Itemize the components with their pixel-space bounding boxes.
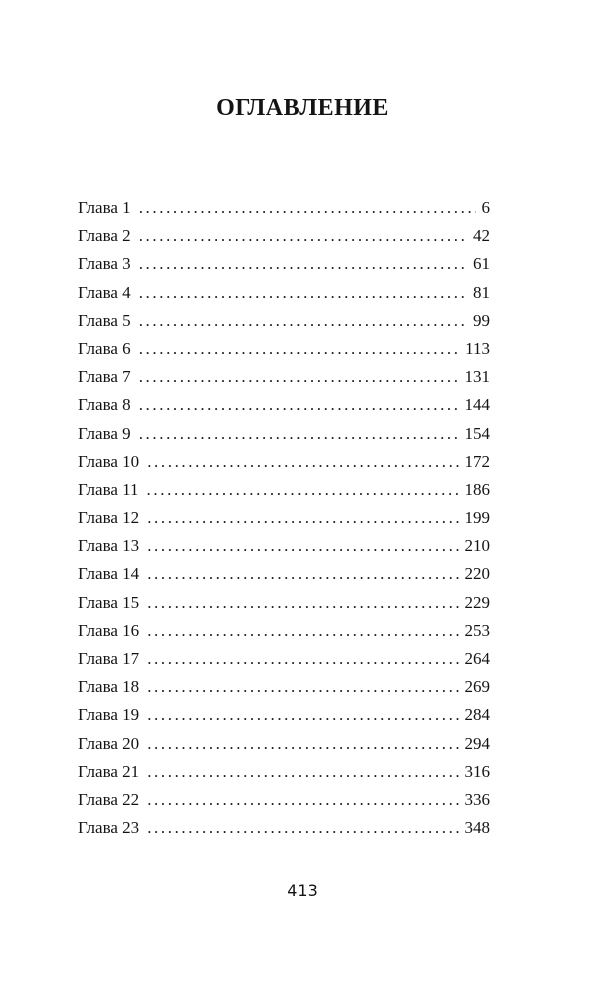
toc-entry-label: Глава 12 <box>78 508 140 528</box>
toc-entry <box>78 424 490 452</box>
toc-entry-label: Глава 21 <box>78 761 140 781</box>
toc-entry <box>78 339 490 367</box>
toc-entry-page: 154 <box>464 423 490 443</box>
toc-entry-page: 348 <box>464 818 490 838</box>
toc-entry-label: Глава 16 <box>78 620 140 640</box>
toc-entry-page: 220 <box>464 564 490 584</box>
toc-entry-page: 113 <box>465 338 490 358</box>
toc-dot-leader <box>139 283 467 303</box>
toc-entry <box>78 734 490 762</box>
toc-entry-page: 144 <box>464 395 490 415</box>
toc-entry <box>78 480 490 508</box>
toc-entry <box>78 677 490 705</box>
toc-entry <box>78 367 490 395</box>
toc-entry <box>78 226 490 254</box>
toc-dot-leader <box>147 734 458 754</box>
toc-entry <box>78 452 490 480</box>
toc-entry-label: Глава 9 <box>78 423 131 443</box>
toc-dot-leader <box>147 677 458 697</box>
toc-dot-leader <box>147 508 458 528</box>
toc-dot-leader <box>139 424 459 444</box>
toc-entry-label: Глава 7 <box>78 367 131 387</box>
toc-entry-label: Глава 10 <box>78 451 140 471</box>
toc-dot-leader <box>139 395 459 415</box>
toc-entry-label: Глава 23 <box>78 818 140 838</box>
toc-dot-leader <box>147 762 458 782</box>
toc-entry-page: 264 <box>464 649 490 668</box>
toc-entry <box>78 564 490 592</box>
toc-dot-leader <box>147 536 458 556</box>
toc-entry-page: 186 <box>464 479 490 499</box>
toc-entry-page: 336 <box>464 789 490 809</box>
toc-entry <box>78 790 490 818</box>
toc-entry-page: 294 <box>464 733 490 753</box>
page-number: 413 <box>287 881 318 900</box>
toc-entry-label: Глава 6 <box>78 338 131 358</box>
toc-entry-page: 253 <box>464 620 490 640</box>
toc-dot-leader <box>147 818 458 838</box>
toc-entry-page: 61 <box>473 254 490 274</box>
toc-entry-page: 316 <box>464 761 490 781</box>
toc-entry-page: 269 <box>464 677 490 697</box>
toc-entry-label: Глава 19 <box>78 705 140 725</box>
toc-dot-leader <box>147 649 458 669</box>
toc-entry <box>78 508 490 536</box>
page-title: ОГЛАВЛЕНИЕ <box>216 95 389 121</box>
toc-entry-page: 229 <box>464 592 490 612</box>
toc-dot-leader <box>147 564 458 584</box>
toc-entry-page: 131 <box>464 367 490 387</box>
toc-entry-page: 42 <box>473 226 490 246</box>
toc-entry <box>78 395 490 423</box>
toc-dot-leader <box>147 705 458 725</box>
toc-entry-page: 210 <box>464 536 490 556</box>
toc-entry-page: 284 <box>464 705 490 725</box>
toc-entry <box>78 621 490 649</box>
toc-entry <box>78 762 490 790</box>
toc-dot-leader <box>139 226 467 246</box>
toc-entry <box>78 536 490 564</box>
toc-dot-leader <box>139 367 459 387</box>
toc-entry <box>78 198 490 226</box>
toc-entry-label: Глава 8 <box>78 395 131 415</box>
toc-entry-label: Глава 18 <box>78 677 140 697</box>
toc-entry <box>78 254 490 282</box>
toc-entry-label: Глава 14 <box>78 564 140 584</box>
toc-entry <box>78 593 490 621</box>
toc-entry-page: 199 <box>464 508 490 528</box>
toc-entry <box>78 283 490 311</box>
table-of-contents <box>78 198 490 846</box>
toc-dot-leader <box>139 254 467 274</box>
toc-entry-label: Глава 20 <box>78 733 140 753</box>
toc-dot-leader <box>139 339 459 359</box>
toc-dot-leader <box>147 790 458 810</box>
toc-dot-leader <box>147 480 459 500</box>
toc-entry-label: Глава 22 <box>78 789 140 809</box>
toc-entry-label: Глава 13 <box>78 536 140 556</box>
toc-entry-page: 99 <box>473 310 490 330</box>
toc-entry-label: Глава 4 <box>78 282 131 302</box>
toc-entry <box>78 311 490 339</box>
toc-entry-label: Глава 3 <box>78 254 131 274</box>
toc-entry <box>78 818 490 846</box>
toc-entry-label: Глава 17 <box>78 649 140 668</box>
toc-entry <box>78 649 490 677</box>
toc-entry-page: 172 <box>464 451 490 471</box>
toc-entry-label: Глава 5 <box>78 310 131 330</box>
toc-entry-page: 6 <box>481 198 490 217</box>
toc-entry-page: 81 <box>473 282 490 302</box>
toc-dot-leader <box>139 198 476 218</box>
toc-dot-leader <box>139 311 467 331</box>
toc-dot-leader <box>147 621 458 641</box>
toc-entry-label: Глава 11 <box>78 479 139 499</box>
toc-entry <box>78 705 490 733</box>
toc-entry-label: Глава 15 <box>78 592 140 612</box>
toc-entry-label: Глава 1 <box>78 198 131 217</box>
toc-dot-leader <box>147 593 458 613</box>
toc-dot-leader <box>147 452 458 472</box>
toc-entry-label: Глава 2 <box>78 226 131 246</box>
